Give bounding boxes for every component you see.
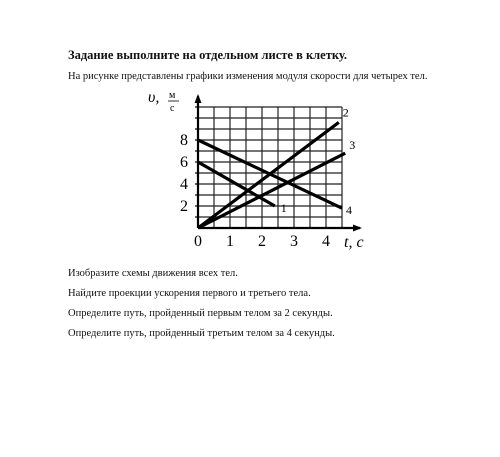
task-list (68, 268, 335, 348)
y-tick-label: 4 (180, 176, 188, 193)
series-label-4: 4 (346, 203, 352, 218)
series-label-1: 1 (280, 201, 287, 215)
x-tick-label: 2 (258, 233, 266, 250)
y-tick-label: 2 (180, 198, 188, 215)
series-label-3: 3 (349, 138, 356, 153)
x-axis-label: t, с (344, 234, 364, 251)
velocity-graph-svg (140, 86, 380, 251)
task-item: Определите путь, пройденный первым телом за 2 секунды. (68, 308, 333, 319)
x-axis-arrow (353, 225, 362, 232)
task-item: Определите путь, пройденный третьим телом за 4 секунды. (68, 328, 335, 339)
task-item: Изобразите схемы движения всех тел. (68, 268, 238, 279)
y-tick-label: 6 (180, 154, 188, 171)
y-axis-label-unit-numerator: м (169, 90, 176, 101)
y-axis-label-symbol: υ, (148, 89, 160, 106)
series-label-2: 2 (342, 105, 349, 120)
y-axis-arrow (195, 94, 202, 103)
y-tick-label: 8 (180, 132, 188, 149)
y-axis-label-unit-denominator: с (170, 103, 175, 114)
x-tick-label: 0 (194, 233, 202, 250)
task-intro: На рисунке представлены графики изменения модуля скорости для четырех тел. (68, 71, 428, 82)
task-item: Найдите проекции ускорения первого и третьего тела. (68, 288, 311, 299)
x-tick-label: 1 (226, 233, 234, 250)
x-tick-label: 3 (290, 233, 298, 250)
task-heading: Задание выполните на отдельном листе в клетку. (68, 48, 348, 62)
velocity-graph (140, 86, 380, 251)
x-tick-label: 4 (322, 233, 330, 250)
